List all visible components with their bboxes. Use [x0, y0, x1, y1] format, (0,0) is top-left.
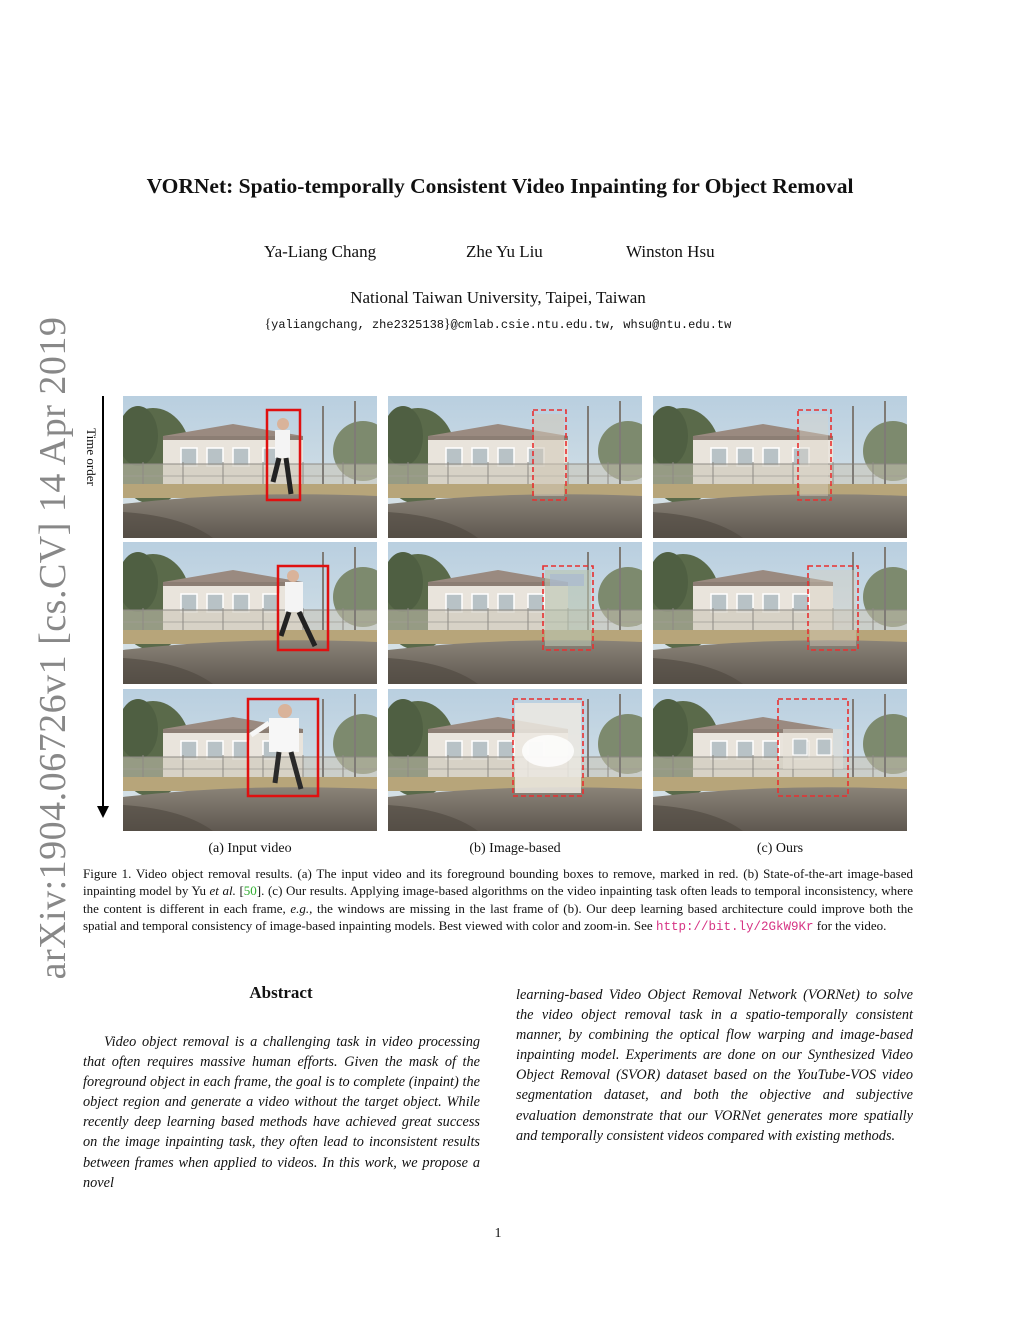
arxiv-stamp: arXiv:1904.06726v1 [cs.CV] 14 Apr 2019	[32, 316, 74, 980]
figure-frame-ours-2	[653, 542, 907, 684]
email-domains: @cmlab.csie.ntu.edu.tw, whsu@ntu.edu.tw	[450, 318, 732, 332]
affiliation: National Taiwan University, Taipei, Taiwan	[350, 288, 646, 307]
author-emails	[0, 316, 996, 332]
caption-italic: et al.	[209, 883, 236, 899]
caption-text: the windows are missing in the last frame of (b). Our deep learning based architecture could improve both the spatial and temporal consistency of image-based inpainting models. Best viewed with color and zoom-in. See	[83, 900, 913, 934]
caption-italic: e.g.,	[290, 900, 313, 916]
figure-caption	[83, 865, 913, 937]
figure-frame-input-2	[123, 542, 377, 684]
caption-text: ]. (c) Our results. Applying image-based algorithms on the video inpainting task often leads to temporal inconsistency, where the content is different in each frame,	[83, 883, 913, 916]
author-name: Winston Hsu	[626, 242, 715, 261]
abstract-heading: Abstract	[249, 983, 313, 1002]
citation-link[interactable]: 50	[243, 883, 257, 899]
abstract-text-right: learning-based Video Object Removal Network (VORNet) to solve the video object removal task in a spatio-temporally consistent manner, by combining the optical flow warping and image-based inpainting model. Experiments are done on our Synthesized Video Object Removal (SVOR) dataset based on the YouTube-VOS video segmentation dataset, and both the objective and subjective evaluation demonstrate that our VORNet generates more spatially and temporally consistent videos compared with existing methods.	[516, 987, 913, 1144]
column-caption-input: (a) Input video	[208, 841, 292, 856]
time-arrowhead-icon	[97, 806, 109, 818]
author-name: Zhe Yu Liu	[466, 242, 543, 261]
figure-frame-image-based-3	[388, 689, 642, 831]
time-order-label: Time order	[84, 428, 99, 486]
video-url-link[interactable]: http://bit.ly/2GkW9Kr	[655, 920, 814, 935]
column-caption-ours: (c) Ours	[756, 841, 804, 856]
abstract-text-left: Video object removal is a challenging task in video processing that often requires massive human efforts. Given the mask of the foreground object in each frame, the goal is to complete (inpaint) the object region and generate a video without the target object. While recently deep learning based methods have achieved great success on the image inpainting task, they often lead to inconsistent results between frames when applied to videos. In this work, we propose a novel	[83, 1034, 480, 1191]
figure-frame-image-based-2	[388, 542, 642, 684]
figure-frame-input-1	[123, 396, 377, 538]
paper-title: VORNet: Spatio-temporally Consistent Video Inpainting for Object Removal	[146, 174, 854, 198]
caption-text: Figure 1. Video object removal results. (a) The input video and its foreground bounding boxes to remove, marked in red. (b) State-of-the-art image-based inpainting model by Yu	[83, 866, 913, 899]
figure-frame-ours-3	[653, 689, 907, 831]
caption-text: [	[235, 883, 244, 899]
figure-frame-input-3	[123, 689, 377, 831]
time-arrow-line	[102, 396, 104, 810]
figure-frame-image-based-1	[388, 396, 642, 538]
email-names: yaliangchang, zhe2325138	[271, 318, 444, 332]
page-number: 1	[494, 1226, 502, 1241]
column-caption-image-based: (b) Image-based	[469, 841, 561, 856]
email-brace: }	[443, 316, 451, 331]
caption-text: for the video.	[813, 918, 887, 934]
figure-frame-ours-1	[653, 396, 907, 538]
email-brace: {	[264, 316, 272, 331]
author-name: Ya-Liang Chang	[264, 242, 377, 261]
